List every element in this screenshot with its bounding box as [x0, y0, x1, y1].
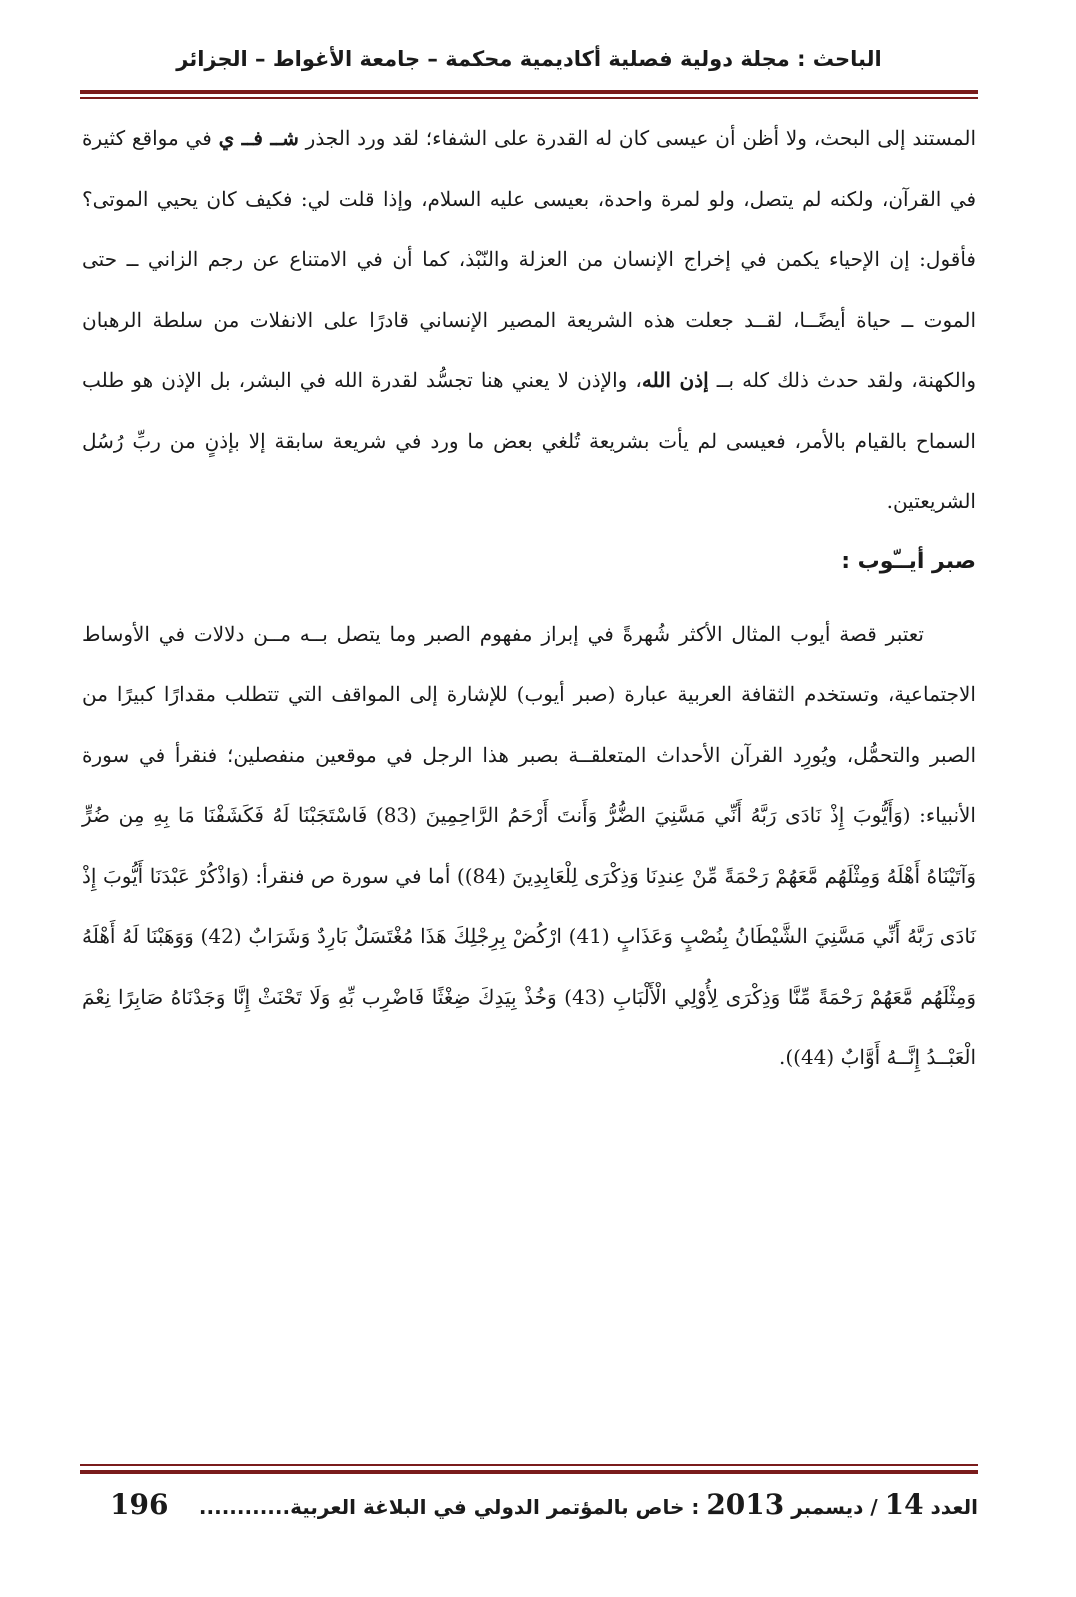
issue-number: 14 [884, 1488, 924, 1521]
quran-verse-sad: (وَاذْكُرْ عَبْدَنَا أَيُّوبَ إِذْ نَادَى رَبَّهُ أَنِّي مَسَّنِيَ الشَّيْطَانُ بِنُصْبٍ وَعَذَابٍ (41) ارْكُضْ بِرِجْلِكَ هَذَا مُغْتَسَلٌ بَارِدٌ وَشَرَابٌ (42) وَوَهَبْنَا لَهُ أَهْلَهُ وَمِثْلَهُم مَّعَهُمْ رَحْمَةً مِّنَّا وَذِكْرَى لِأُوْلِي الْأَلْبَابِ (43) وَخُذْ بِيَدِكَ ضِغْثًا فَاضْرِب بِّهِ وَلَا تَحْنَثْ إِنَّا وَجَدْنَاهُ صَابِرًا نِعْمَ الْعَبْــدُ إِنَّــهُ أَوَّابٌ (44)) [82, 863, 976, 1069]
issue-year: 2013 [706, 1488, 785, 1521]
p2-text-b: أما في سورة ص فنقرأ: [248, 863, 457, 888]
issue-label: العدد [923, 1495, 978, 1519]
p2-text-a: تعتبر قصة أيوب المثال الأكثر شُهرةً في إبراز مفهوم الصبر وما يتصل بــه مــن دلالات في الأوساط الاجتماعية، وتستخدم الثقافة العربية عبارة (صبر أيوب) للإشارة إلى المواقف التي تتطلب مقدارًا كبيرًا من الصبر والتحمُّل، ويُورِد القرآن الأحداث المتعلقــة بصبر هذا الرجل في موقعين منفصلين؛ فنقرأ في سورة الأنبياء: [82, 621, 976, 827]
paragraph-1 [82, 108, 976, 532]
header-rule-thin [80, 97, 978, 99]
footer-rule-thick [80, 1470, 978, 1474]
article-body [82, 108, 976, 1088]
issue-description: : خاص بالمؤتمر الدولي في البلاغة العربية............ [198, 1495, 707, 1519]
p1-emphasis: إذن الله [641, 368, 709, 392]
footer-separator: / [863, 1495, 885, 1519]
p1-text-b: في مواقع كثيرة في القرآن، ولكنه لم يتصل، ولو لمرة واحدة، بعيسى عليه السلام، وإذا قلت لي: فكيف كان يحيي الموتى؟ فأقول: إن الإحياء يكمن في إخراج الإنسان من العزلة والنّبْذ، كما أن في الامتناع عن رجم الزاني ــ حتى الموت ــ حياة أيضًــا، لقــد جعلت هذه الشريعة المصير الإنساني قادرًا على الانفلات من سلطة الرهبان والكهنة، ولقد حدث ذلك كله بــ [82, 126, 976, 392]
issue-month: ديسمبر [784, 1495, 864, 1519]
p1-text-a: المستند إلى البحث، ولا أظن أن عيسى كان له القدرة على الشفاء؛ لقد ورد الجذر [298, 126, 977, 150]
p1-root-word: شــ فــ ي [218, 126, 299, 150]
journal-footer [110, 1480, 978, 1530]
page-number: 196 [110, 1488, 169, 1521]
header-rule-thick [80, 90, 978, 94]
p2-text-c: . [778, 1045, 786, 1069]
journal-header: الباحث : مجلة دولية فصلية أكاديمية محكمة – جامعة الأغواط – الجزائر [176, 47, 882, 71]
quran-verse-anbiya: (وَأَيُّوبَ إِذْ نَادَى رَبَّهُ أَنِّي مَسَّنِيَ الضُّرُّ وَأَنتَ أَرْحَمُ الرَّاحِمِينَ (83) فَاسْتَجَبْنَا لَهُ فَكَشَفْنَا مَا بِهِ مِن ضُرٍّ وَآتَيْنَاهُ أَهْلَهُ وَمِثْلَهُم مَّعَهُمْ رَحْمَةً مِّنْ عِندِنَا وَذِكْرَى لِلْعَابِدِينَ (84)) [82, 803, 977, 888]
footer-rule-thin [80, 1464, 978, 1466]
p1-text-c: ، والإذن لا يعني هنا تجسُّد لقدرة الله في البشر، بل الإذن هو طلب السماح بالقيام بالأمر، فعيسى لم يأت بشريعة تُلغي بعض ما ورد في شريعة سابقة إلا بإذنٍ من ربِّ رُسُل الشريعتين. [82, 368, 976, 513]
paragraph-2 [82, 604, 976, 1088]
section-title: صبر أيــّوب : [841, 548, 976, 574]
